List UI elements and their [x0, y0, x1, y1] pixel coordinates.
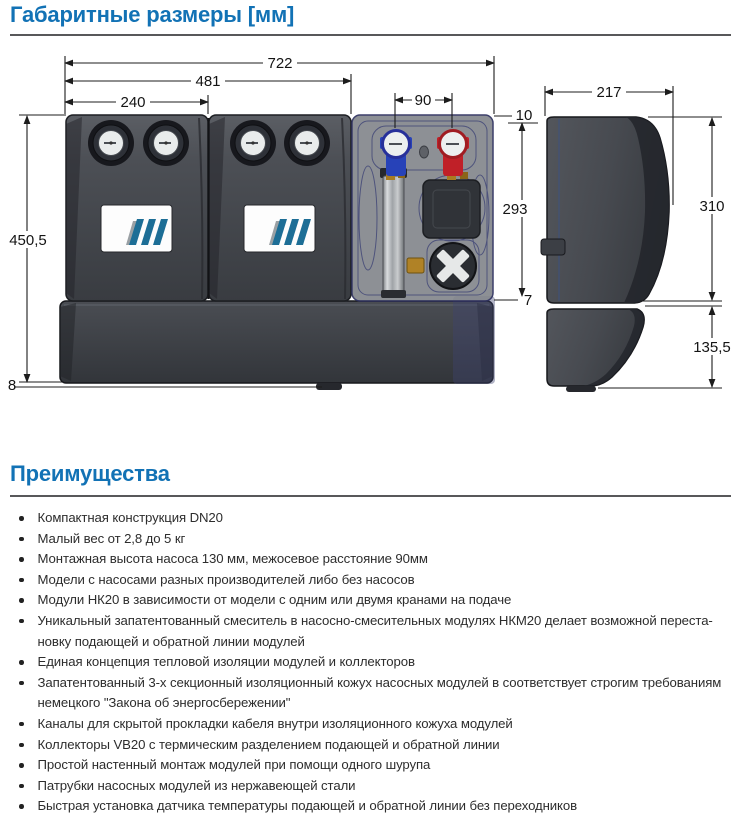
- list-item: [10, 714, 736, 735]
- advantage-text: немецкого "Закона об энергосбережении": [37, 695, 291, 711]
- svg-text:293: 293: [502, 201, 528, 218]
- dim-depth: [545, 84, 673, 101]
- watts-w-logo: [244, 205, 315, 252]
- advantage-text: Модели с насосами разных производителей либо без насосов: [37, 571, 415, 587]
- bullet-dot: [19, 557, 24, 562]
- list-item: [10, 652, 736, 673]
- advantage-text: Монтажная высота насоса 130 мм, межосевое расстояние 90мм: [37, 551, 428, 567]
- list-item: [10, 776, 736, 797]
- advantage-text: Запатентованный 3-х секционный изоляционный кожух насосных модулей в соответствует строгим требованиям: [37, 674, 722, 690]
- gauge-dial-icon: [230, 120, 276, 166]
- list-item: [10, 570, 736, 591]
- mixer-barrel: [380, 168, 407, 298]
- gauge-dial-icon: [88, 120, 134, 166]
- advantages-list: [10, 508, 736, 817]
- advantage-text: Простой настенный монтаж модулей при помощи одного шурупа: [37, 757, 431, 773]
- svg-text:90: 90: [414, 92, 432, 109]
- bullet-dot: [19, 516, 24, 521]
- pump-body: [423, 180, 480, 238]
- advantage-text: Малый вес от 2,8 до 5 кг: [37, 530, 186, 546]
- bullet-dot: [19, 681, 24, 686]
- list-item: [10, 508, 736, 529]
- bullet-dot: [19, 763, 24, 768]
- list-item: [10, 755, 736, 776]
- collector-box: [60, 301, 493, 390]
- svg-text:10: 10: [515, 107, 533, 124]
- bullet-dot: [19, 619, 24, 624]
- advantage-text: новку подающей и обратной линии модулей: [37, 633, 305, 649]
- dim-two-modules-width: [65, 73, 351, 90]
- dim-wall-gap: [8, 377, 16, 394]
- advantage-text: Каналы для скрытой прокладки кабеля внутри изоляционного кожуха модулей: [37, 715, 513, 731]
- advantage-text: Быстрая установка датчика температуры подающей и обратной линии без переходников: [37, 798, 578, 814]
- svg-text:722: 722: [267, 55, 293, 72]
- advantages-section-title: Преимущества: [10, 461, 170, 486]
- advantage-text: Единая концепция тепловой изоляции модулей и коллекторов: [37, 654, 415, 670]
- dimensions-section-title: Габаритные размеры [мм]: [10, 2, 295, 27]
- section-divider: [10, 495, 731, 497]
- bullet-dot: [19, 598, 24, 603]
- bullet-dot: [19, 804, 24, 809]
- list-item: [10, 611, 736, 652]
- bullet-dot: [19, 578, 24, 583]
- list-item: [10, 549, 736, 570]
- bullet-dot: [19, 784, 24, 789]
- dim-upper-section-height: [693, 118, 731, 300]
- bullet-dot: [19, 743, 24, 748]
- dim-collector-section-height: [689, 307, 736, 387]
- list-item: [10, 590, 736, 611]
- advantage-text: Патрубки насосных модулей из нержавеющей стали: [37, 777, 356, 793]
- dim-total-height: [7, 116, 49, 382]
- technical-drawing: [0, 40, 741, 435]
- side-upper-shell: [541, 117, 669, 303]
- dim-module-width: [65, 94, 208, 111]
- pump-module-1: [66, 115, 208, 301]
- advantage-text: Модули НК20 в зависимости от модели с одним или двумя кранами на подаче: [37, 592, 512, 608]
- dim-top-gap: [516, 107, 533, 124]
- list-item: [10, 673, 736, 714]
- advantage-text: Уникальный запатентованный смеситель в насосно-смесительных модулях НКМ20 делает возможной переста-: [37, 612, 713, 628]
- gauge-dial-icon: [143, 120, 189, 166]
- svg-text:135,5: 135,5: [693, 339, 731, 356]
- svg-text:481: 481: [195, 73, 221, 90]
- front-view: [60, 115, 495, 390]
- advantage-text: Компактная конструкция DN20: [37, 510, 223, 525]
- section-divider: [10, 34, 731, 36]
- side-view: [541, 117, 669, 392]
- svg-text:240: 240: [120, 94, 146, 111]
- pump-module-2: [209, 115, 352, 301]
- side-lower-shell: [547, 309, 644, 392]
- watts-w-logo: [101, 205, 172, 252]
- dim-pump-axis-spacing: [395, 92, 452, 109]
- bullet-dot: [19, 537, 24, 542]
- svg-text:8: 8: [7, 377, 17, 394]
- list-item: [10, 796, 736, 817]
- svg-text:450,5: 450,5: [9, 232, 47, 249]
- bullet-dot: [19, 722, 24, 727]
- list-item: [10, 529, 736, 550]
- dim-total-width: [65, 55, 494, 72]
- list-item: [10, 735, 736, 756]
- gauge-dial-icon: [284, 120, 330, 166]
- svg-text:310: 310: [699, 198, 725, 215]
- svg-text:217: 217: [596, 84, 622, 101]
- advantage-text: Коллекторы VB20 с термическим разделением подающей и обратной линии: [37, 736, 500, 752]
- svg-text:7: 7: [523, 292, 533, 309]
- dim-bottom-gap: [524, 292, 532, 309]
- dim-module-body-height: [496, 123, 534, 296]
- bullet-dot: [19, 660, 24, 665]
